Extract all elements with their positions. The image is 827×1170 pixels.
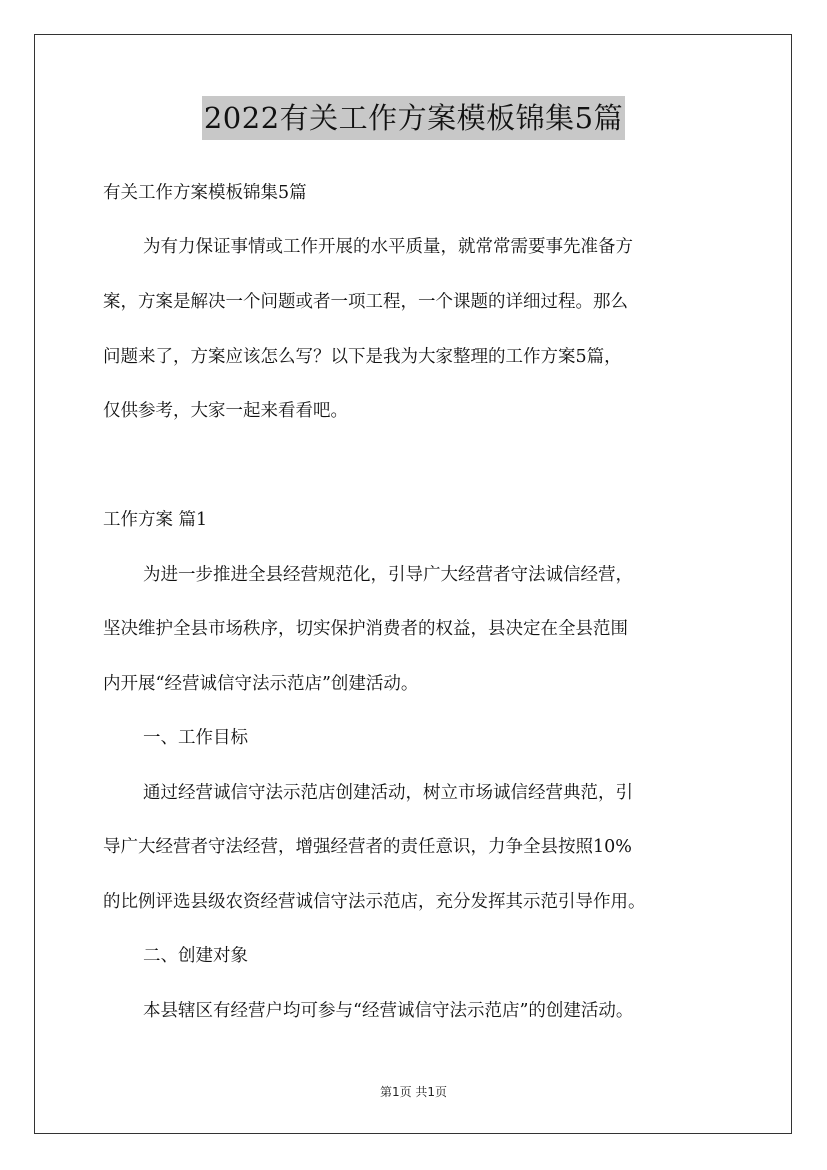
paragraph-line: 内开展“经营诚信守法示范店”创建活动。 xyxy=(103,674,419,694)
subheading: 二、创建对象 xyxy=(143,946,248,966)
section-heading: 工作方案 篇1 xyxy=(103,510,208,530)
document-title: 2022有关工作方案模板锦集5篇 xyxy=(202,96,625,140)
paragraph-line: 本县辖区有经营户均可参与“经营诚信守法示范店”的创建活动。 xyxy=(143,1001,634,1021)
paragraph-line: 为进一步推进全县经营规范化，引导广大经营者守法诚信经营， xyxy=(143,565,633,585)
subheading: 一、工作目标 xyxy=(143,728,248,748)
paragraph-line: 问题来了，方案应该怎么写？以下是我为大家整理的工作方案5篇， xyxy=(103,347,622,367)
paragraph-line: 通过经营诚信守法示范店创建活动，树立市场诚信经营典范，引 xyxy=(143,783,633,803)
paragraph-line: 仅供参考，大家一起来看看吧。 xyxy=(103,401,348,421)
page-footer: 第1页 共1页 xyxy=(379,1085,448,1099)
paragraph-line: 的比例评选县级农资经营诚信守法示范店，充分发挥其示范引导作用。 xyxy=(103,892,646,912)
paragraph-line: 坚决维护全县市场秩序，切实保护消费者的权益，县决定在全县范围 xyxy=(103,619,628,639)
paragraph-line: 为有力保证事情或工作开展的水平质量，就常常需要事先准备方 xyxy=(143,237,633,257)
paragraph-line: 案，方案是解决一个问题或者一项工程，一个课题的详细过程。那么 xyxy=(103,292,628,312)
subtitle-line: 有关工作方案模板锦集5篇 xyxy=(103,183,307,203)
paragraph-line: 导广大经营者守法经营，增强经营者的责任意识，力争全县按照10% xyxy=(103,837,632,857)
